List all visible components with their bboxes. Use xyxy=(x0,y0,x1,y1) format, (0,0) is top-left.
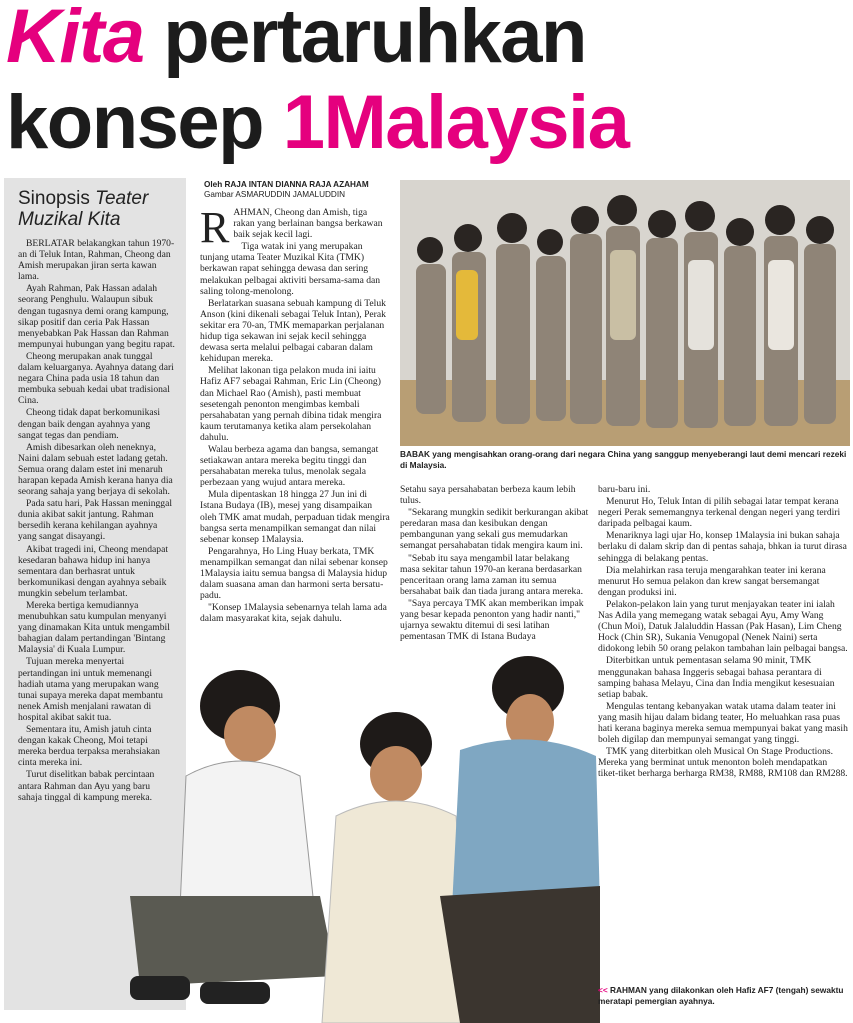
paragraph: Cheong tidak dapat berkomunikasi dengan baik dengan ayahnya yang sangat tegas dan pendiam. xyxy=(18,407,161,441)
photo-2-caption xyxy=(598,985,848,1006)
sidebar-title xyxy=(18,188,176,230)
paragraph: "Saya percaya TMK akan memberikan impak yang besar kepada penonton yang hadir nanti," ujarnya sewaktu ditemui di sesi latihan pementasan TMK di Istana Budaya xyxy=(400,597,584,643)
byline xyxy=(204,180,394,200)
article-column-1 xyxy=(200,203,390,625)
paragraph: Setahu saya persahabatan berbeza kaum lebih tulus. xyxy=(400,484,576,507)
paragraph: Ayah Rahman, Pak Hassan adalah seorang Penghulu. Walaupun sibuk dengan tugasnya demi orang kampung, sikap positif dan ceria Pak Hassan menyebabkan Pak Hassan dan Rahman mempunyai hubungan yang begitu rapat. xyxy=(18,283,175,350)
article-column-3 xyxy=(598,484,848,780)
headline-line-1 xyxy=(6,0,586,82)
paragraph: Mengulas tentang kebanyakan watak utama dalam teater ini yang masih hijau dalam bidang teater, Ho meluahkan rasa puas hati kerana baginya mereka semua mempunyai bakat yang masih boleh digilap dan mempunyai semangat yang tinggi. xyxy=(598,700,848,746)
photo-1-caption: BABAK yang mengisahkan orang-orang dari negara China yang sanggup menyeberangi laut demi mencari rezeki di Malaysia. xyxy=(400,449,847,470)
paragraph: Pelakon-pelakon lain yang turut menjayakan teater ini ialah Nas Adila yang memegang watak sebagai Ayu, Amy Wang (Chun Moi), Datuk Jalaluddin Hassan (Pak Hasan), Lim Cheng Hock (Chin SR), Sukania Venugopal (Nenek Naini) serta didokong lebih 50 orang pelakon tambahan lain pelbagai bangsa. xyxy=(598,598,848,655)
article-column-2 xyxy=(400,484,590,643)
photo-credit: Gambar ASMARUDDIN JAMALUDDIN xyxy=(204,190,346,199)
rahman-mourning-photo xyxy=(100,646,600,1023)
photo-2-caption-text: RAHMAN yang dilakonkan oleh Hafiz AF7 (tengah) sewaktu meratapi pemergian ayahnya. xyxy=(598,985,844,1006)
paragraph: TMK yang diterbitkan oleh Musical On Stage Productions. Mereka yang berminat untuk menonton boleh mendapatkan tiket-tiket berharga berharga RM38, RM88, RM108 dan RM288. xyxy=(598,746,848,780)
headline-1malaysia: 1Malaysia xyxy=(282,80,629,165)
paragraph: Melihat lakonan tiga pelakon muda ini iaitu Hafiz AF7 sebagai Rahman, Eric Lin (Cheong) dan Michael Rao (Amish), pasti membuat sesetengah penonton mengimbas kembali persahabatan yang pernah dibina tidak mengira kaum terutamanya ketika alam persekolahan dahulu. xyxy=(200,365,382,443)
headline-kita: Kita xyxy=(6,0,144,79)
paragraph: "Sebab itu saya mengambil latar belakang masa sekitar tahun 1970-an kerana berdasarkan penceritaan orang lama zaman itu semua bersahabat baik dan tiada jurang antara mereka. xyxy=(400,552,583,597)
paragraph: Mereka bertiga kemudiannya menubuhkan satu kumpulan menyanyi yang dinamakan Kita untuk mengambil bahagian dalam pertandingan 'Bintang Malaysia' di Kuala Lumpur. xyxy=(18,600,170,656)
paragraph: Menariknya lagi ujar Ho, konsep 1Malaysia ini bukan sahaja berlaku di dalam skrip dan di pentas sahaja, bhkan ia turut dirasa sehingga di belakang pentas. xyxy=(598,530,847,564)
paragraph: Tiga watak ini yang merupakan tunjang utama Teater Muzikal Kita (TMK) berkawan rapat sehingga dewasa dan sering melakukan pelbagai aktiviti bersama-sama dan saling tolong-menolong. xyxy=(200,241,381,297)
paragraph: Sementara itu, Amish jatuh cinta dengan kakak Cheong, Moi tetapi mereka berdua terpaksa merahsiakan cinta mereka ini. xyxy=(18,724,160,769)
paragraph: Amish dibesarkan oleh neneknya, Naini dalam sebuah estet ladang getah. Semua orang dalam estet ini menaruh harapan kepada Amish kerana hanya dia seorang sahaja yang berjaya di sekolah. xyxy=(18,441,173,498)
paragraph: Mula dipentaskan 18 hingga 27 Jun ini di Istana Budaya (IB), mesej yang disampaikan oleh TMK amat mudah, perpaduan tidak mengira bangsa serta menampilkan semangat dan nilai sebenar konsep 1Malaysia. xyxy=(200,489,390,545)
paragraph: "Sekarang mungkin sedikit berkurangan akibat peredaran masa dan kesibukan dengan pembangunan yang sekali gus memudarkan semangat persahabatan tidak mengira kaum ini. xyxy=(400,507,589,552)
paragraph: AHMAN, Cheong dan Amish, tiga rakan yang berlainan bangsa berkawan baik sejak kecil lagi. xyxy=(233,207,383,241)
sidebar-title-italic: Teater Muzikal Kita xyxy=(18,188,149,230)
actors-photo-illustration xyxy=(100,646,600,1023)
headline xyxy=(6,0,851,165)
paragraph: Akibat tragedi ini, Cheong mendapat kesedaran bahawa hidup ini hanya sementara dan berhasrat untuk berkomunikasi dengan ayahnya sebaik mungkin sebelum terlambat. xyxy=(18,543,169,599)
paragraph: Pengarahnya, Ho Ling Huay berkata, TMK menampilkan semangat dan nilai sebenar konsep 1Malaysia iaitu semua bangsa di Malaysia hidup dalam suasana aman dan harmoni serta bersatu-padu. xyxy=(200,545,388,602)
paragraph: Cheong merupakan anak tunggal dalam keluarganya. Ayahnya datang dari negara China pada usia 18 tahun dan membuka sebuah kedai ubat tradisional Cina. xyxy=(18,350,174,407)
paragraph: Dia melahirkan rasa teruja mengarahkan teater ini kerana menurut Ho semua pelakon dan krew sangat bersemangat dengan produksi ini. xyxy=(598,564,826,598)
rehearsal-group-photo xyxy=(400,180,850,446)
column-3-body xyxy=(598,484,848,779)
column-2-body xyxy=(400,484,590,642)
paragraph: Berlatarkan suasana sebuah kampung di Teluk Anson (kini dikenali sebagai Teluk Intan), Perak sekitar era 70-an, TMK memaparkan perjalanan hidup tiga sekawan ini sejak kecil sehingga dewasa serta melalui pelbagai cabaran dalam kehidupan mereka. xyxy=(200,297,386,365)
group-photo-illustration xyxy=(400,180,850,446)
headline-pertaruhkan: pertaruhkan xyxy=(143,0,586,79)
drop-cap: R xyxy=(200,203,230,252)
paragraph: Menurut Ho, Teluk Intan di pilih sebagai latar tempat kerana negeri Perak sememangnya terkenal dengan negeri yang terdiri daripada pelbagai kaum. xyxy=(598,496,841,530)
paragraph: Diterbitkan untuk pementasan selama 90 minit, TMK menggunakan bahasa Inggeris sebagai bahasa perantara di samping bahasa Melayu, Cina dan India mengikut kesesuaian setiap babak. xyxy=(598,655,835,700)
paragraph: "Konsep 1Malaysia sebenarnya telah lama ada dalam masyarakat kita, sejak dahulu. xyxy=(200,602,387,625)
caption-arrow: << xyxy=(598,985,608,995)
author-credit: Oleh RAJA INTAN DIANNA RAJA AZAHAM xyxy=(204,180,369,189)
column-1-body xyxy=(200,203,390,625)
paragraph: baru-baru ini. xyxy=(598,484,651,495)
paragraph: Pada satu hari, Pak Hassan meninggal dunia akibat sakit jantung. Rahman bersedih kerana kehilangan ayahnya yang sangat disayangi. xyxy=(18,498,173,543)
paragraph: Walau berbeza agama dan bangsa, semangat setiakawan antara mereka begitu tinggi dan persahabatan mereka tulus, menolak segala perbezaan yang wujud antara mereka. xyxy=(200,443,379,489)
paragraph: BERLATAR belakangkan tahun 1970-an di Teluk Intan, Rahman, Cheong dan Amish merupakan jiran serta kawan lama. xyxy=(18,238,175,283)
headline-konsep: konsep xyxy=(6,80,283,165)
paragraph: Turut diselitkan babak percintaan antara Rahman dan Ayu yang baru sahaja tinggal di kampung mereka. xyxy=(18,769,155,803)
paragraph: Tujuan mereka menyertai pertandingan ini untuk memenangi hadiah utama yang merupakan wang tunai supaya mereka dapat membantu nenek Amish menjalani rawatan di hospital akibat sakit tua. xyxy=(18,656,163,723)
headline-line-2 xyxy=(6,78,628,168)
sidebar-title-plain: Sinopsis xyxy=(18,188,96,209)
